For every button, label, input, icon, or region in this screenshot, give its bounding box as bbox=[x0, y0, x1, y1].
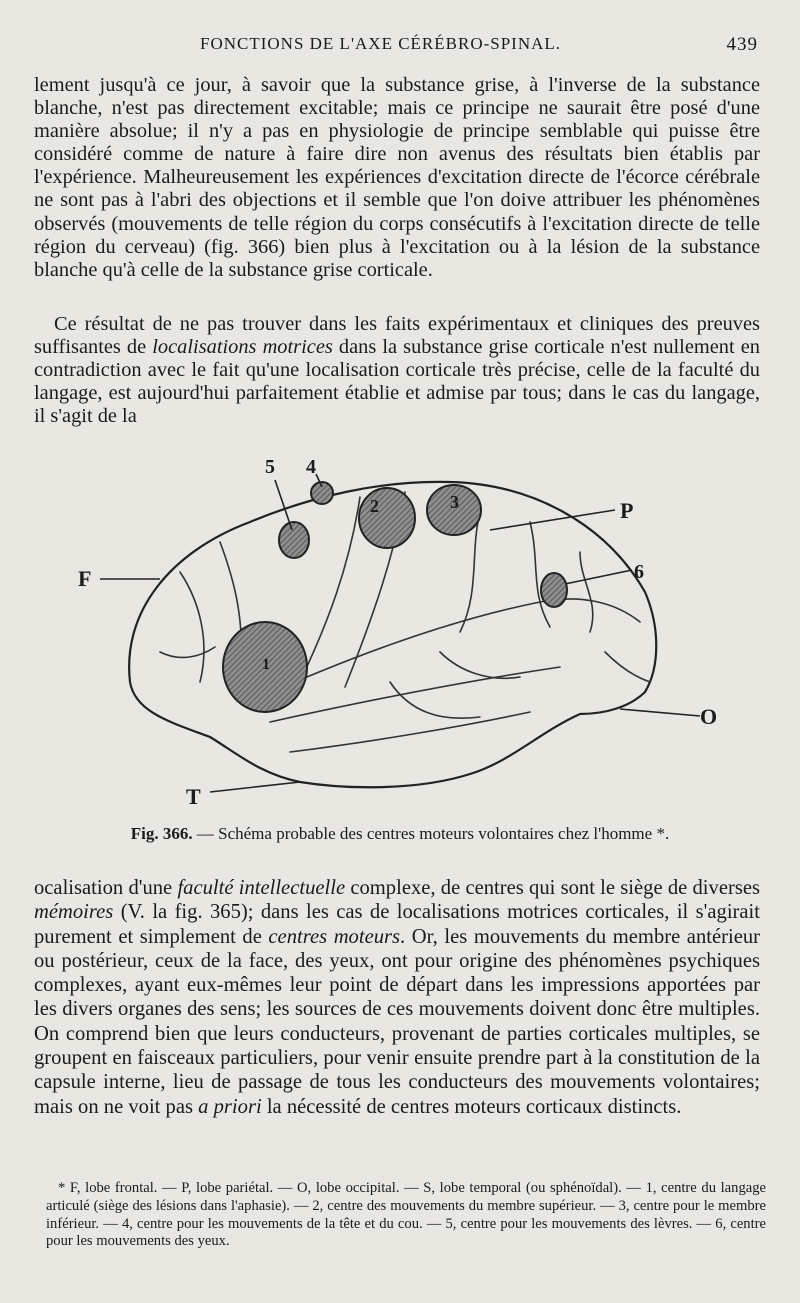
label-frontal: F bbox=[78, 566, 92, 591]
paragraph-2-emphasis: localisations motrices bbox=[152, 336, 333, 359]
footnote: * F, lobe frontal. — P, lobe pariétal. — O, lobe occipital. — S, lobe temporal (ou sphénoïdal). — 1, centre du langage articulé (siège des lésions dans l'aphasie). — 2, centre des mouvements du membre supérieur. — 3, centre pour le membre inférieur. — 4, centre pour les mouvements de la tête et du cou. — 5, centre pour les mouvements des lèvres. — 6, centre pour les mouvements des yeux. bbox=[46, 1180, 766, 1250]
running-header bbox=[0, 34, 800, 60]
paragraph-3-emphasis-2: mémoires bbox=[34, 901, 114, 924]
paragraph-3-text-4: . Or, les mouvements du membre antérieur ou postérieur, ceux de la face, des yeux, ont pour origine des phénomènes psychiques complexes, ayant eux-mêmes leur point de départ dans les impressions apportées par les divers organes des sens; les sources de ces mouvements doivent donc être multiples. On comprend bien que leurs conducteurs, provenant de parties corticales multiples, se groupent en faisceaux particuliers, pour venir ensuite prendre part à la constitution de la capsule interne, lieu de passage de tous les conducteurs des mouvements volontaires; mais on ne voit pas bbox=[34, 925, 760, 1118]
label-center-6: 6 bbox=[634, 561, 644, 583]
paragraph-3-emphasis-4: a priori bbox=[198, 1095, 262, 1118]
label-parietal: P bbox=[620, 498, 634, 523]
label-center-2: 2 bbox=[370, 496, 379, 516]
figure-number: Fig. 366. bbox=[130, 824, 193, 843]
figure-caption-text: — Schéma probable des centres moteurs volontaires chez l'homme *. bbox=[192, 824, 670, 843]
paragraph-1: lement jusqu'à ce jour, à savoir que la substance grise, à l'inverse de la substance blanche, n'est pas directement excitable; mais ce principe ne saurait être posé d'une manière absolue; il n'y a pas en physiologie de principe semblable qui puisse être considéré comme de nature à faire dire non avenus des résultats bien établis par l'expérience. Malheureusement les expériences d'excitation directe de l'écorce cérébrale ne sont pas à l'abri des objections et il semble que l'on doive attribuer les phénomènes observés (mouvements de telle région du corps consécutifs à l'excitation directe de telle région du cerveau) (fig. 366) bien plus à l'excitation ou à la lésion de la substance blanche qu'à celle de la substance grise corticale. bbox=[34, 74, 760, 281]
label-center-4: 4 bbox=[306, 456, 316, 478]
center-2-area bbox=[359, 488, 415, 548]
paragraph-3-text-5: la nécessité de centres moteurs corticaux distincts. bbox=[261, 1095, 682, 1118]
paragraph-3-emphasis-1: faculté intellectuelle bbox=[177, 877, 346, 899]
label-temporal: T bbox=[186, 784, 201, 809]
paragraph-3-text-2: complexe, de centres qui sont le siège de diverses bbox=[345, 877, 760, 899]
paragraph-2-text-b: dans la substance grise corticale n'est nullement en contradiction avec le fait qu'une localisation corticale très précise, celle de la faculté du langage, est aujourd'hui parfaitement établie et admise par tous; dans le cas du langage, il s'agit de la bbox=[34, 336, 761, 428]
page-number: 439 bbox=[726, 34, 758, 55]
label-center-1: 1 bbox=[262, 656, 270, 673]
paragraph-3 bbox=[34, 876, 760, 1119]
running-title: FONCTIONS DE L'AXE CÉRÉBRO-SPINAL. bbox=[200, 34, 562, 53]
paragraph-2-text-a: Ce résultat de ne pas trouver dans les faits expérimentaux et cliniques des preuves suffisantes de bbox=[34, 313, 760, 359]
center-6-area bbox=[541, 573, 567, 607]
label-occipital: O bbox=[700, 704, 718, 729]
brain-diagram bbox=[60, 452, 750, 824]
paragraph-3-text-1: ocalisation d'une bbox=[34, 877, 178, 899]
label-center-3: 3 bbox=[450, 492, 459, 512]
label-center-5: 5 bbox=[265, 456, 275, 478]
center-5-area bbox=[279, 522, 309, 558]
paragraph-3-emphasis-3: centres moteurs bbox=[268, 925, 401, 948]
figure-caption bbox=[0, 824, 800, 844]
paragraph-2 bbox=[34, 313, 760, 428]
paragraph-3-text-3: (V. la fig. 365); dans les cas de localisations motrices corticales, il s'agirait purement et simplement de bbox=[34, 901, 760, 948]
